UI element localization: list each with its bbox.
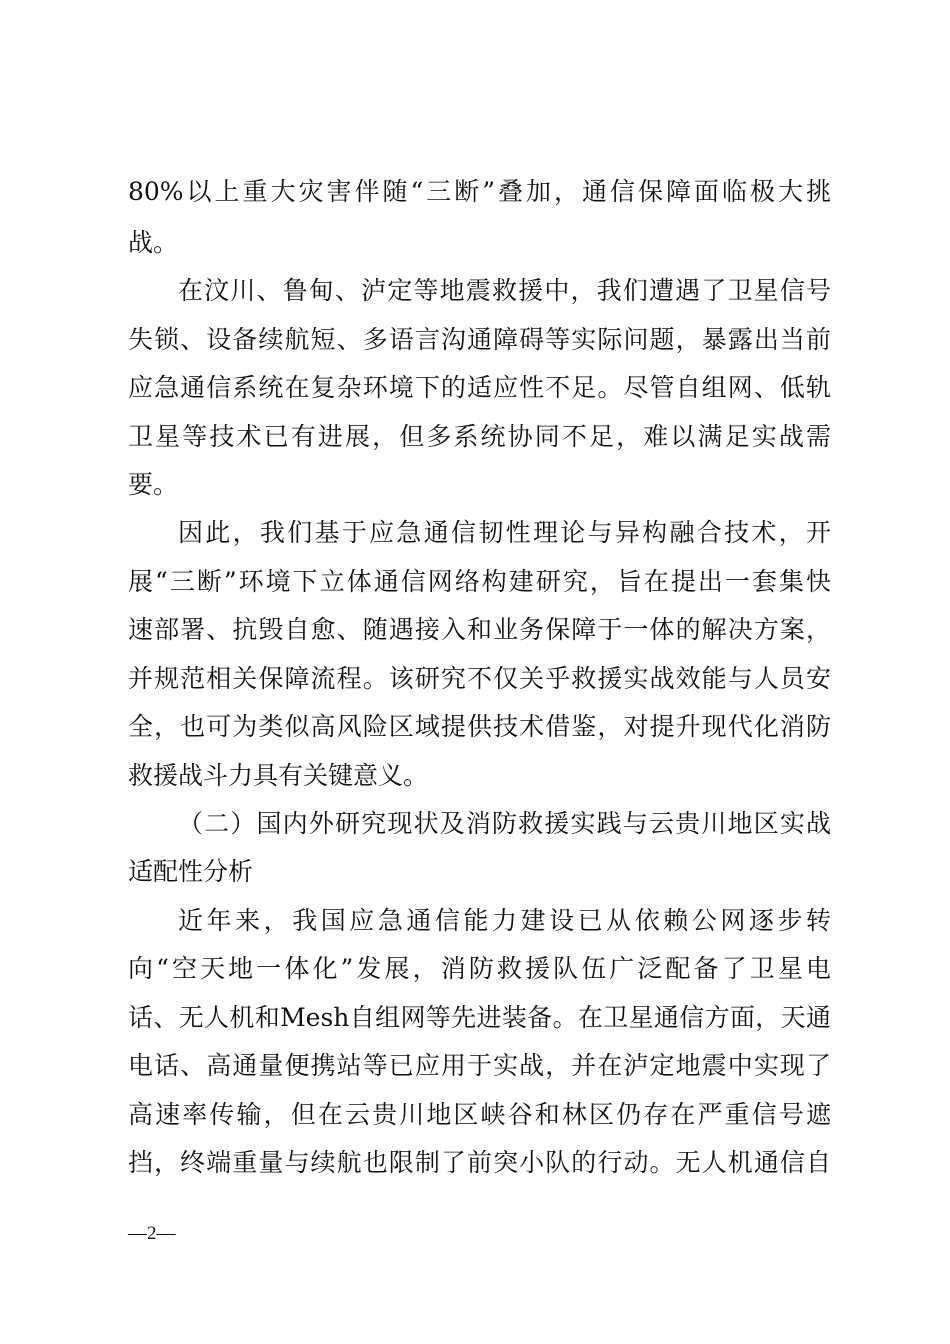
text-line: 展“三断”环境下立体通信网络构建研究，旨在提出一套集快 [128, 567, 831, 596]
text-line: 失锁、设备续航短、多语言沟通障碍等实际问题，暴露出当前 [128, 325, 831, 354]
text-line: 因此，我们基于应急通信韧性理论与异构融合技术，开 [178, 518, 831, 547]
text-line: 向“空天地一体化”发展，消防救援队伍广泛配备了卫星电 [128, 954, 831, 983]
text-line: 话、无人机和Mesh自组网等先进装备。在卫星通信方面，天通 [128, 1003, 831, 1032]
text-line: 战。 [128, 228, 179, 257]
text-line: 挡，终端重量与续航也限制了前突小队的行动。无人机通信自 [128, 1148, 831, 1177]
text-line: 80%以上重大灾害伴随“三断”叠加，通信保障面临极大挑 [128, 177, 831, 206]
text-line: 速部署、抗毁自愈、随遇接入和业务保障于一体的解决方案， [128, 615, 831, 644]
text-line: 近年来，我国应急通信能力建设已从依赖公网逐步转 [178, 906, 831, 935]
text-line: 并规范相关保障流程。该研究不仅关乎救援实战效能与人员安 [128, 664, 831, 693]
section-heading-continued: 适配性分析 [128, 857, 254, 886]
text-line: 在汶川、鲁甸、泸定等地震救援中，我们遭遇了卫星信号 [178, 276, 831, 305]
text-line: 应急通信系统在复杂环境下的适应性不足。尽管自组网、低轨 [128, 373, 831, 402]
text-line: 卫星等技术已有进展，但多系统协同不足，难以满足实战需 [128, 422, 831, 451]
text-line: 全，也可为类似高风险区域提供技术借鉴，对提升现代化消防 [128, 712, 831, 741]
text-line: 电话、高通量便携站等已应用于实战，并在泸定地震中实现了 [128, 1051, 831, 1080]
section-heading: （二）国内外研究现状及消防救援实践与云贵川地区实战 [178, 809, 831, 838]
text-line: 要。 [128, 470, 179, 499]
text-line: 救援战斗力具有关键意义。 [128, 761, 429, 790]
page-number: —2— [128, 1223, 176, 1244]
text-line: 高速率传输，但在云贵川地区峡谷和林区仍存在严重信号遮 [128, 1100, 831, 1129]
